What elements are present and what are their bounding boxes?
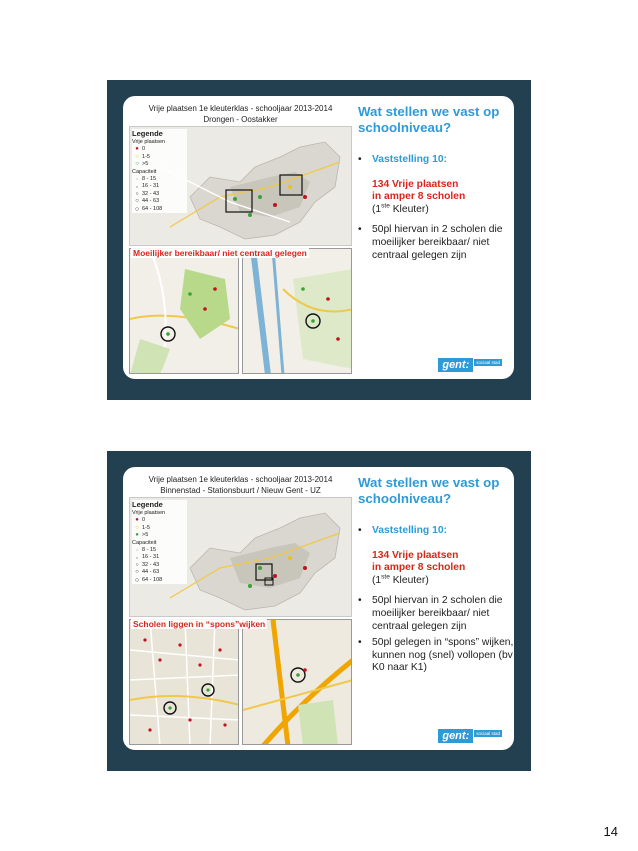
inset-map-nieuw-gent	[242, 619, 352, 745]
bullet-vaststelling	[358, 154, 514, 216]
yellow-dot-icon: ○	[135, 153, 139, 160]
bullet-item: • 50pl hiervan in 2 scholen die moeilijker bereikbaar/ niet centraal gelegen zijn	[358, 224, 503, 261]
slide-1	[107, 80, 531, 400]
red-dot-icon: ●	[135, 517, 139, 524]
scholen-text: in amper 8 scholen	[372, 562, 466, 574]
yellow-dot-icon: ○	[135, 524, 139, 531]
legend-item: ○ 44 - 63	[132, 198, 187, 205]
legend-item: ● 0	[132, 517, 187, 524]
gent-logo: gent: sociaal stad	[438, 355, 502, 369]
legend-item: ○ 1-5	[132, 154, 187, 161]
bullet-item: • 50pl hiervan in 2 scholen die moeilijker bereikbaar/ niet centraal gelegen zijn	[358, 595, 503, 632]
circle-xs-icon: ○	[136, 548, 138, 553]
green-dot-icon: ●	[135, 532, 139, 539]
green-dot-icon: ○	[135, 161, 139, 168]
legend-item: ● 0	[132, 146, 187, 153]
vaststelling-label: Vaststelling 10:	[372, 525, 447, 536]
inset-maps	[129, 248, 352, 374]
map-subtitle: Drongen - Oostakker	[203, 115, 278, 124]
bullet-dot: •	[358, 525, 362, 536]
inset-map-drongen	[129, 248, 239, 374]
legend-item: ○ 64 - 108	[132, 206, 187, 213]
bullet-item: • 50pl gelegen in “spons” wijken, kunnen nog (snel) vollopen (bv K0 naar K1)	[358, 637, 514, 674]
legend-item: ○ 32 - 43	[132, 191, 187, 198]
text-panel	[358, 104, 514, 262]
legend-item: ○ 64 - 108	[132, 577, 187, 584]
circle-s-icon: ○	[135, 184, 139, 190]
map-panel	[129, 104, 352, 374]
circle-s-icon: ○	[135, 555, 139, 561]
overview-map	[129, 497, 352, 617]
legend-item: ○ >5	[132, 161, 187, 168]
legend-item: ○ 8 - 15	[132, 176, 187, 183]
legend-item: ○ 16 - 31	[132, 554, 187, 561]
legend-item: ○ 8 - 15	[132, 547, 187, 554]
circle-xl-icon: ○	[134, 576, 140, 584]
callout-label: Moeilijker bereikbaar/ niet centraal gelegen	[133, 248, 307, 258]
map-panel	[129, 475, 352, 745]
legend-item: ○ 1-5	[132, 525, 187, 532]
inset-map-oostakker	[242, 248, 352, 374]
kleuter-text: (1ste Kleuter)	[372, 202, 429, 215]
legend-item: ○ 16 - 31	[132, 183, 187, 190]
red-dot-icon: ●	[135, 146, 139, 153]
circle-xl-icon: ○	[134, 205, 140, 213]
legend-item: ○ 44 - 63	[132, 569, 187, 576]
legend-title: Legende	[132, 129, 163, 138]
vrije-plaatsen-text: 134 Vrije plaatsen	[372, 178, 459, 190]
circle-l-icon: ○	[135, 569, 139, 576]
slide-2	[107, 451, 531, 771]
map-title: Vrije plaatsen 1e kleuterklas - schooljaar 2013-2014	[148, 104, 333, 113]
legend-cap-header: Capaciteit	[132, 539, 157, 546]
legend-cap-header: Capaciteit	[132, 168, 157, 175]
bullet-vaststelling	[358, 525, 514, 587]
scholen-text: in amper 8 scholen	[372, 191, 466, 203]
map-legend	[132, 500, 187, 584]
legend-title: Legende	[132, 500, 163, 509]
map-legend	[132, 129, 187, 213]
overview-map	[129, 126, 352, 246]
slide-card	[123, 96, 514, 379]
gent-logo: gent: sociaal stad	[438, 726, 502, 740]
circle-m-icon: ○	[135, 561, 139, 568]
legend-item: ○ 32 - 43	[132, 562, 187, 569]
slide-card	[123, 467, 514, 750]
legend-vrije-header: Vrije plaatsen	[132, 510, 166, 516]
circle-l-icon: ○	[135, 198, 139, 205]
circle-xs-icon: ○	[136, 177, 138, 182]
circle-m-icon: ○	[135, 190, 139, 197]
inset-map-binnenstad	[129, 619, 239, 745]
vrije-plaatsen-text: 134 Vrije plaatsen	[372, 549, 459, 561]
bullet-dot: •	[358, 154, 362, 165]
page-number: 14	[603, 824, 618, 839]
slide-heading: Wat stellen we vast op schoolniveau?	[358, 475, 500, 506]
legend-vrije-header: Vrije plaatsen	[132, 139, 166, 145]
inset-maps	[129, 619, 352, 745]
text-panel	[358, 475, 514, 675]
slide-heading: Wat stellen we vast op schoolniveau?	[358, 104, 500, 135]
map-subtitle: Binnenstad - Stationsbuurt / Nieuw Gent - UZ	[160, 486, 321, 495]
kleuter-text: (1ste Kleuter)	[372, 573, 429, 586]
map-title: Vrije plaatsen 1e kleuterklas - schooljaar 2013-2014	[148, 475, 333, 484]
legend-item: ● >5	[132, 532, 187, 539]
vaststelling-label: Vaststelling 10:	[372, 154, 447, 165]
callout-label: Scholen liggen in “spons”wijken	[133, 619, 266, 629]
